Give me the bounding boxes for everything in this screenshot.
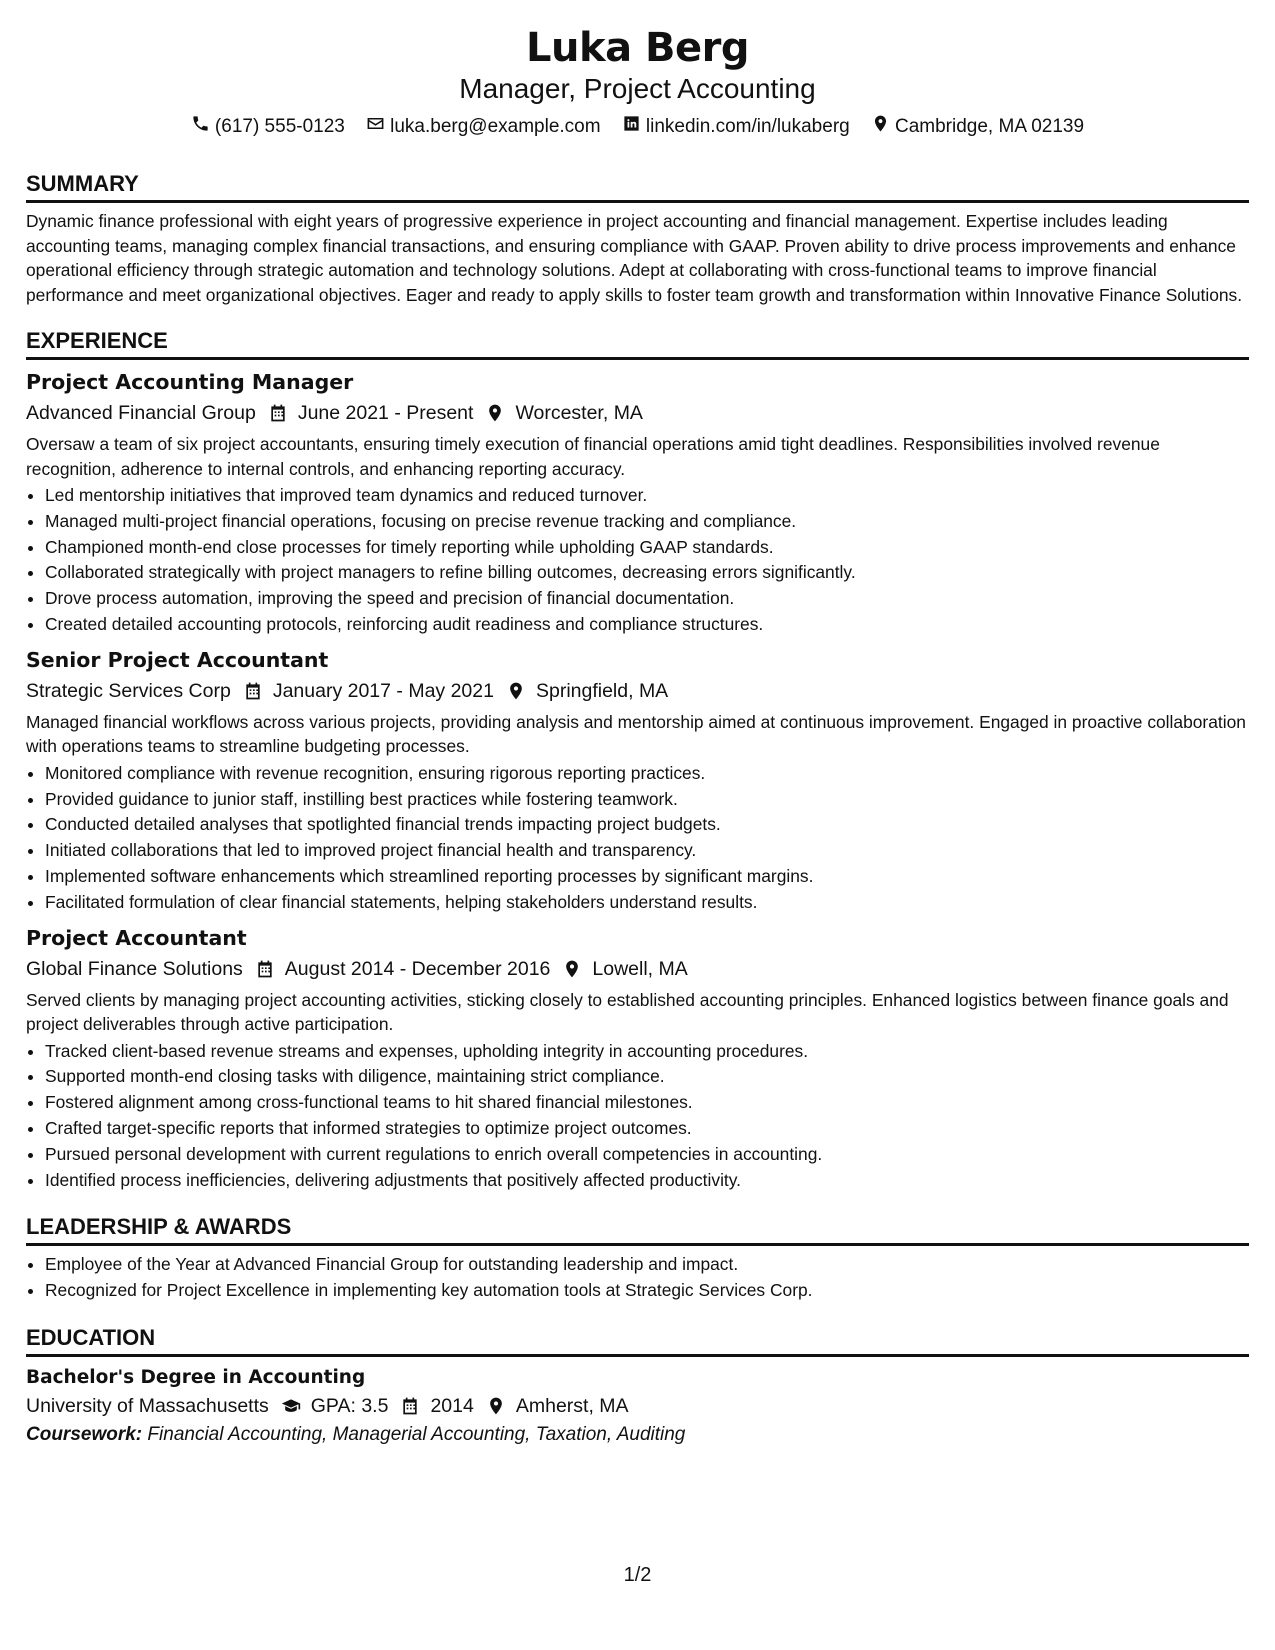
job-dates: January 2017 - May 2021 <box>272 679 494 702</box>
list-item: • Crafted target-specific reports that informed strategies to optimize project outcomes. <box>45 1116 1249 1142</box>
list-item: • Collaborated strategically with project managers to refine billing outcomes, decreasing errors significantly. <box>45 560 1249 586</box>
job-meta <box>26 956 1249 982</box>
coursework-label: Coursework: <box>26 1423 143 1445</box>
job-entry <box>26 646 1249 916</box>
contact-email[interactable] <box>366 114 600 140</box>
list-item: • Tracked client-based revenue streams and expenses, upholding integrity in accounting procedures. <box>45 1039 1249 1065</box>
list-item: • Conducted detailed analyses that spotlighted financial trends impacting project budgets. <box>45 812 1249 838</box>
job-bullets <box>26 761 1249 916</box>
resume-header <box>26 24 1249 140</box>
job-title: Project Accounting Manager <box>26 370 354 394</box>
education-meta <box>26 1393 1249 1419</box>
job-description: Managed financial workflows across various projects, providing analysis and mentorship aimed at continuous improvement. Engaged in proactive collaboration with operations teams to streamline budgeting processes. <box>26 711 1246 757</box>
map-marker-icon <box>486 1396 506 1416</box>
leadership-bullets <box>26 1252 1249 1304</box>
summary-section <box>26 170 1249 307</box>
calendar-icon <box>268 403 288 423</box>
list-item: • Identified process inefficiencies, delivering adjustments that positively affected productivity. <box>45 1168 1249 1194</box>
education-section <box>26 1324 1249 1448</box>
school-name: University of Massachusetts <box>26 1394 269 1417</box>
list-item: • Pursued personal development with current regulations to enrich overall competencies in accounting. <box>45 1142 1249 1168</box>
experience-section <box>26 327 1249 1193</box>
list-item: • Created detailed accounting protocols, reinforcing audit readiness and compliance structures. <box>45 612 1249 638</box>
job-dates: June 2021 - Present <box>297 402 474 424</box>
contact-linkedin[interactable] <box>622 114 850 140</box>
job-description: Oversaw a team of six project accountants, ensuring timely execution of financial operations amid tight deadlines. Responsibilities involved revenue recognition, adherence to internal controls, and enhancing reporting accuracy. <box>26 434 1160 479</box>
leadership-heading: LEADERSHIP & AWARDS <box>26 1213 1249 1246</box>
page-number: 1/2 <box>623 1564 652 1586</box>
calendar-icon <box>400 1396 420 1416</box>
linkedin-link[interactable]: linkedin.com/in/lukaberg <box>645 116 850 137</box>
coursework <box>26 1421 1249 1448</box>
linkedin-icon <box>622 114 646 140</box>
list-item: • Employee of the Year at Advanced Financial Group for outstanding leadership and impact. <box>45 1252 1249 1278</box>
job-title: Project Accountant <box>26 925 247 950</box>
map-marker-icon <box>562 959 582 979</box>
list-item: • Fostered alignment among cross-functional teams to hit shared financial milestones. <box>45 1090 1249 1116</box>
job-entry <box>26 924 1249 1194</box>
job-company: Advanced Financial Group <box>26 402 256 424</box>
list-item: • Championed month-end close processes for timely reporting while upholding GAAP standards. <box>45 535 1249 561</box>
phone-text: (617) 555-0123 <box>214 116 345 137</box>
candidate-title: Manager, Project Accounting <box>459 73 816 104</box>
map-marker-icon <box>485 403 505 423</box>
job-bullets <box>26 1039 1249 1194</box>
map-marker-icon <box>871 114 895 140</box>
list-item: • Managed multi-project financial operations, focusing on precise revenue tracking and compliance. <box>45 509 1249 535</box>
contact-bar <box>26 114 1249 140</box>
coursework-list: Financial Accounting, Managerial Accounting, Taxation, Auditing <box>147 1423 686 1445</box>
email-link[interactable]: luka.berg@example.com <box>390 116 601 137</box>
candidate-name: Luka Berg <box>526 25 749 71</box>
experience-heading: EXPERIENCE <box>26 327 1249 360</box>
degree-title: Bachelor's Degree in Accounting <box>26 1366 366 1388</box>
job-company: Strategic Services Corp <box>26 679 231 702</box>
list-item: • Recognized for Project Excellence in implementing key automation tools at Strategic Services Corp. <box>45 1278 1249 1304</box>
job-meta <box>26 400 1249 426</box>
map-marker-icon <box>506 681 526 701</box>
summary-text: Dynamic finance professional with eight years of progressive experience in project accounting and financial management. Expertise includes leading accounting teams, managing complex financial transactions, and ensuring compliance with GAAP. Proven ability to drive process improvements and enhance operational efficiency through strategic automation and technology solutions. Adept at collaborating with cross-functional teams to improve financial performance and meet organizational objectives. Eager and ready to apply skills to foster team growth and transformation within Innovative Finance Solutions. <box>26 211 1243 305</box>
list-item: • Monitored compliance with revenue recognition, ensuring rigorous reporting practices. <box>45 761 1249 787</box>
job-dates: August 2014 - December 2016 <box>284 957 551 980</box>
job-meta <box>26 678 1249 704</box>
calendar-icon <box>243 681 263 701</box>
job-location: Springfield, MA <box>535 679 669 702</box>
calendar-icon <box>255 959 275 979</box>
contact-location <box>871 114 1084 140</box>
job-location: Lowell, MA <box>592 957 688 980</box>
education-heading: EDUCATION <box>26 1324 1249 1357</box>
list-item: • Supported month-end closing tasks with diligence, maintaining strict compliance. <box>45 1064 1249 1090</box>
list-item: • Led mentorship initiatives that improved team dynamics and reduced turnover. <box>45 483 1249 509</box>
graduation-cap-icon <box>281 1396 301 1416</box>
list-item: • Initiated collaborations that led to improved project financial health and transparency. <box>45 838 1249 864</box>
school-location: Amherst, MA <box>515 1394 629 1417</box>
list-item: • Drove process automation, improving the speed and precision of financial documentation. <box>45 586 1249 612</box>
job-description: Served clients by managing project accounting activities, sticking closely to established accounting principles. Enhanced logistics between finance goals and project deliverables through active participation. <box>26 989 1229 1035</box>
list-item: • Provided guidance to junior staff, instilling best practices while fostering teamwork. <box>45 787 1249 813</box>
phone-icon <box>191 114 215 140</box>
job-location: Worcester, MA <box>515 402 643 424</box>
job-title: Senior Project Accountant <box>26 647 329 672</box>
gpa-text: GPA: 3.5 <box>310 1394 389 1417</box>
job-company: Global Finance Solutions <box>26 957 243 980</box>
resume-page <box>26 0 1249 1448</box>
contact-phone <box>191 114 345 140</box>
location-text: Cambridge, MA 02139 <box>895 116 1085 137</box>
envelope-icon <box>366 114 390 140</box>
leadership-section <box>26 1213 1249 1304</box>
graduation-year: 2014 <box>430 1394 474 1417</box>
list-item: • Facilitated formulation of clear financial statements, helping stakeholders understand results. <box>45 890 1249 916</box>
summary-heading: SUMMARY <box>26 170 1249 203</box>
job-bullets <box>26 483 1249 638</box>
job-entry <box>26 368 1249 638</box>
list-item: • Implemented software enhancements which streamlined reporting processes by significant margins. <box>45 864 1249 890</box>
